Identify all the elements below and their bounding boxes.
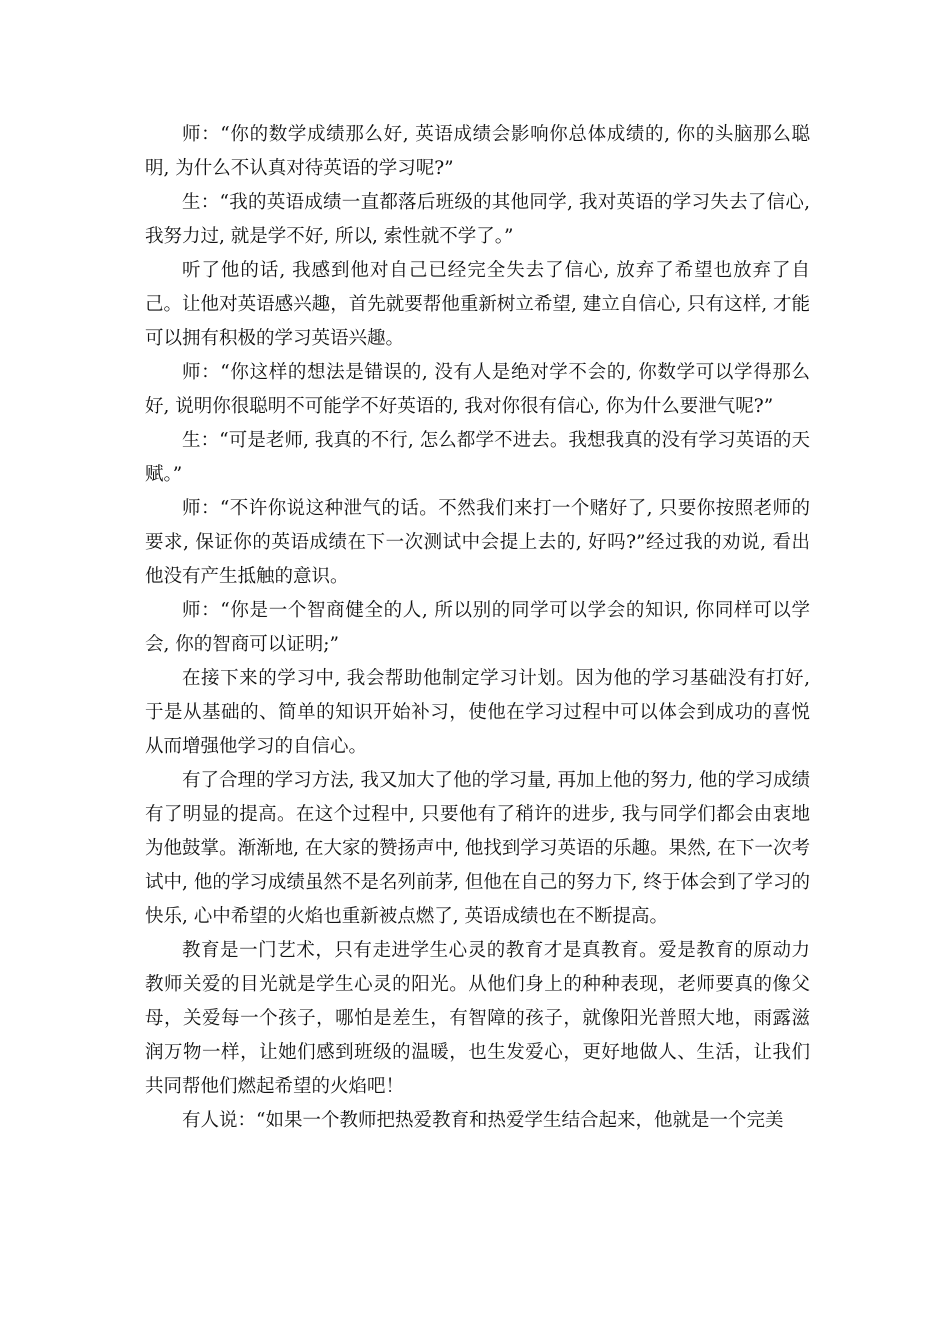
- paragraph-student-answer-2: 生：“可是老师, 我真的不行, 怎么都学不进去。我想我真的没有学习英语的天赋。”: [145, 430, 810, 485]
- paragraph-quote: 有人说：“如果一个教师把热爱教育和热爱学生结合起来，他就是一个完美: [182, 1110, 784, 1131]
- paragraph-student-answer-1: 生：“我的英语成绩一直都落后班级的其他同学, 我对英语的学习失去了信心, 我努力过, 就是学不好, 所以, 索性就不学了。”: [145, 192, 810, 247]
- paragraph-education-art: 教育是一门艺术，只有走进学生心灵的教育才是真教育。爱是教育的原动力教师关爱的目光就是学生心灵的阳光。从他们身上的种种表现，老师要真的像父母，关爱每一个孩子，哪怕是差生，有智障的孩子，就像阳光普照大地，雨露滋润万物一样，让她们感到班级的温暖，也生发爱心，更好地做人、生活，让我们共同帮他们燃起希望的火焰吧！: [145, 940, 810, 1097]
- paragraph-narration-1: 听了他的话, 我感到他对自己已经完全失去了信心, 放弃了希望也放弃了自己。让他对英语感兴趣，首先就要帮他重新树立希望, 建立自信心, 只有这样, 才能可以拥有积极的学习英语兴趣。: [145, 260, 810, 349]
- paragraph-teacher-question-1: 师：“你的数学成绩那么好, 英语成绩会影响你总体成绩的, 你的头脑那么聪明, 为什么不认真对待英语的学习呢?”: [145, 124, 810, 179]
- paragraph-teacher-bet: 师：“不许你说这种泄气的话。不然我们来打一个赌好了, 只要你按照老师的要求, 保证你的英语成绩在下一次测试中会提上去的, 好吗?”经过我的劝说, 看出他没有产生抵触的意识。: [145, 498, 810, 587]
- paragraph-study-plan: 在接下来的学习中, 我会帮助他制定学习计划。因为他的学习基础没有打好, 于是从基础的、简单的知识开始补习，使他在学习过程中可以体会到成功的喜悦从而增强他学习的自信心。: [145, 668, 810, 757]
- paragraph-teacher-encourage: 师：“你是一个智商健全的人, 所以别的同学可以学会的知识, 你同样可以学会, 你的智商可以证明;”: [145, 600, 810, 655]
- document-body: [145, 118, 810, 1138]
- paragraph-teacher-question-2: 师：“你这样的想法是错误的, 没有人是绝对学不会的, 你数学可以学得那么好, 说明你很聪明不可能学不好英语的, 我对你很有信心, 你为什么要泄气呢?”: [145, 362, 810, 417]
- paragraph-progress: 有了合理的学习方法, 我又加大了他的学习量, 再加上他的努力, 他的学习成绩有了明显的提高。在这个过程中, 只要他有了稍许的进步, 我与同学们都会由衷地为他鼓掌。渐渐地, 在大家的赞扬声中, 他找到学习英语的乐趣。果然, 在下一次考试中, 他的学习成绩虽然不是名列前茅, 但他在自己的努力下, 终于体会到了学习的快乐, 心中希望的火焰也重新被点燃了, 英语成绩也在不断提高。: [145, 770, 810, 927]
